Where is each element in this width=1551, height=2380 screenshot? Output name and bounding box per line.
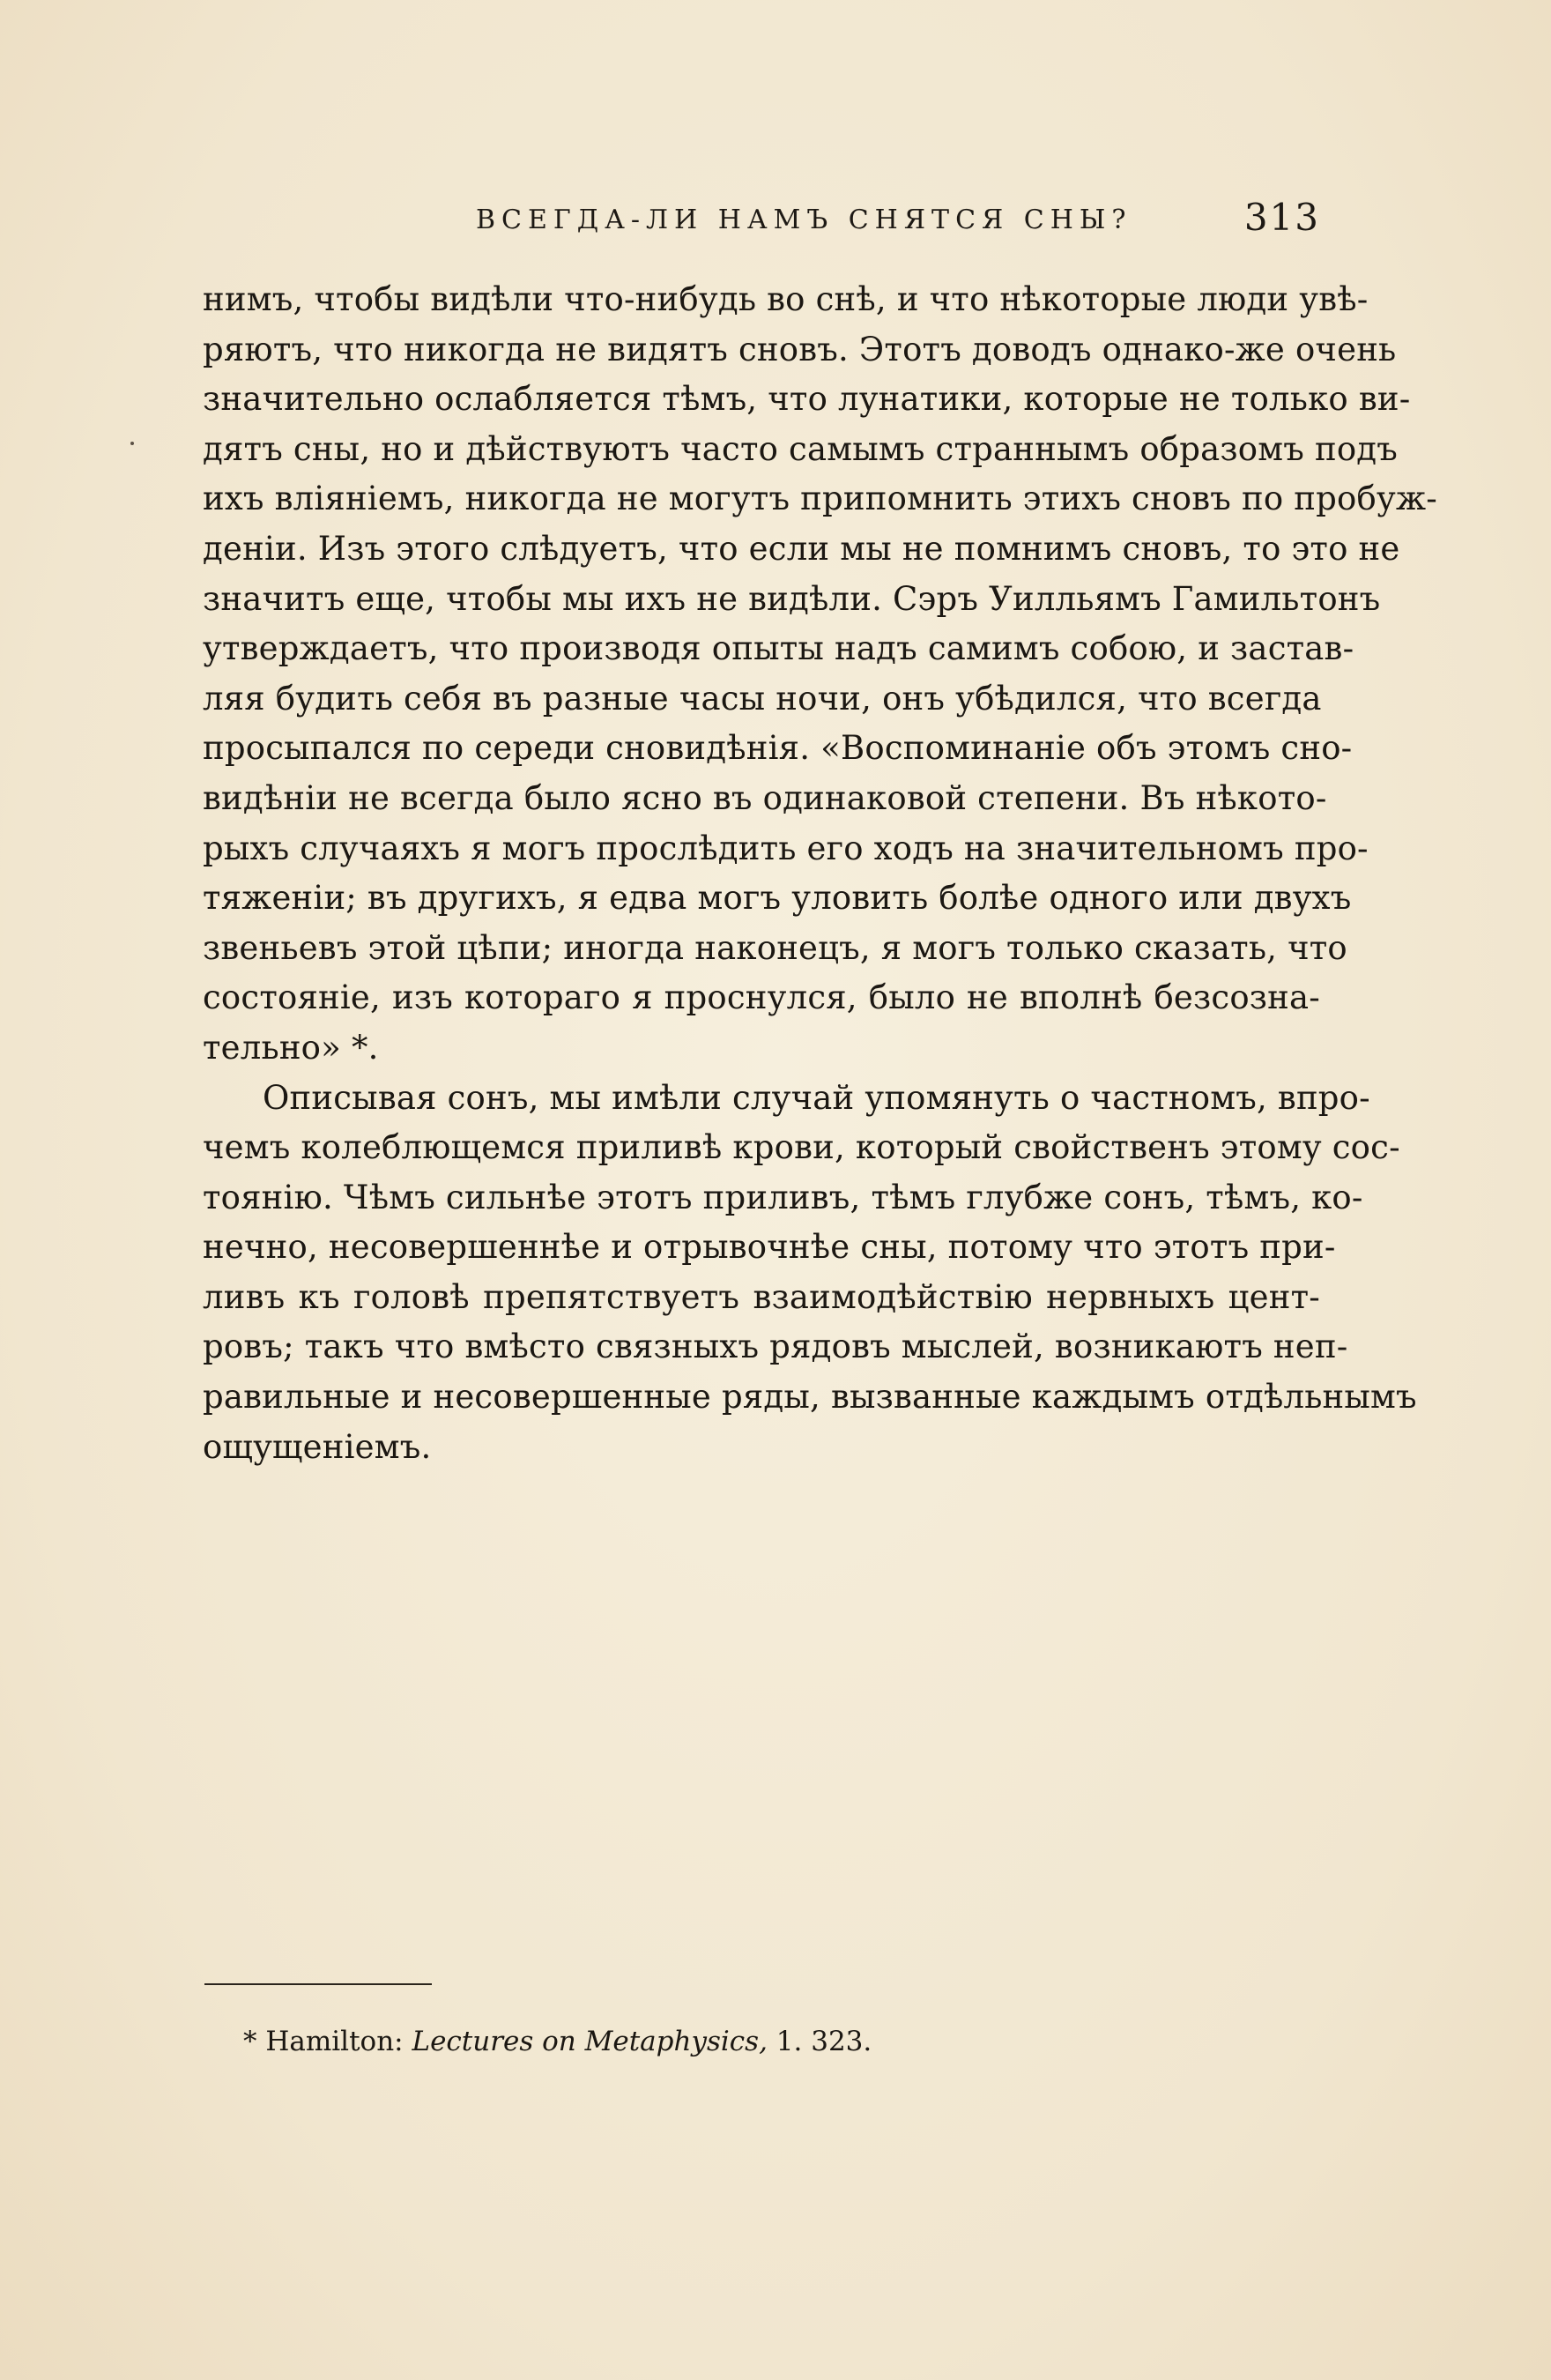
footnote-work-title: Lectures on Metaphysics, xyxy=(412,2026,768,2057)
text-line: видѣніи не всегда было ясно въ одинаковой степени. Въ нѣкото- xyxy=(203,778,1327,817)
footnote-author: Hamilton: xyxy=(265,2026,404,2057)
paragraph-end-line: ощущеніемъ. xyxy=(203,1427,432,1466)
paragraph-end-line: тельно» *. xyxy=(203,1028,379,1067)
text-line: ровъ; такъ что вмѣсто связныхъ рядовъ мыслей, возникаютъ неп- xyxy=(203,1328,1348,1366)
running-title: ВСЕГДА-ЛИ НАМЪ СНЯТСЯ СНЫ? xyxy=(476,205,1132,235)
text-line: значительно ослабляется тѣмъ, что лунатики, которые не только ви- xyxy=(203,380,1411,419)
text-line: звеньевъ этой цѣпи; иногда наконецъ, я могъ только сказать, что xyxy=(203,928,1347,967)
footnote-marker: * xyxy=(243,2026,257,2057)
text-line: утверждаетъ, что производя опыты надъ самимъ собою, и застав- xyxy=(203,629,1354,668)
body-text xyxy=(203,275,1437,1472)
text-line: значитъ еще, чтобы мы ихъ не видѣли. Сэръ Уилльямъ Гамильтонъ xyxy=(203,579,1381,618)
text-line: рыхъ случаяхъ я могъ прослѣдить его ходъ на значительномъ про- xyxy=(203,829,1369,867)
text-line: дятъ сны, но и дѣйствуютъ часто самымъ страннымъ образомъ подъ xyxy=(203,429,1399,468)
footnote-rule xyxy=(204,1983,432,1985)
text-line: ихъ вліяніемъ, никогда не могутъ припомнить этихъ сновъ по пробуж- xyxy=(203,480,1437,518)
page-number: 313 xyxy=(1243,196,1320,239)
footnote-reference: 1. 323. xyxy=(776,2026,872,2057)
text-line: нечно, несовершеннѣе и отрывочнѣе сны, потому что этотъ при- xyxy=(203,1228,1336,1267)
text-line: ливъ къ головѣ препятствуетъ взаимодѣйствію нервныхъ цент- xyxy=(203,1277,1320,1316)
text-line: деніи. Изъ этого слѣдуетъ, что если мы не помнимъ сновъ, то это не xyxy=(203,529,1400,568)
text-line: равильные и несовершенные ряды, вызванные каждымъ отдѣльнымъ xyxy=(203,1378,1417,1417)
text-line: тоянію. Чѣмъ сильнѣе этотъ приливъ, тѣмъ глубже сонъ, тѣмъ, ко- xyxy=(203,1178,1363,1216)
text-line: чемъ колеблющемся приливѣ крови, который свойственъ этому сос- xyxy=(203,1128,1400,1167)
text-line: просыпался по середи сновидѣнія. «Воспоминаніе объ этомъ сно- xyxy=(203,729,1353,768)
footnote xyxy=(243,2024,872,2059)
text-line: нимъ, чтобы видѣли что-нибудь во снѣ, и что нѣкоторые люди увѣ- xyxy=(203,280,1369,318)
text-line: ляя будить себя въ разные часы ночи, онъ убѣдился, что всегда xyxy=(203,679,1322,718)
text-line: состояніе, изъ котораго я проснулся, было не вполнѣ безсозна- xyxy=(203,978,1320,1017)
text-line: тяженіи; въ другихъ, я едва могъ уловить болѣе одного или двухъ xyxy=(203,879,1352,918)
text-line: ряютъ, что никогда не видятъ сновъ. Этотъ доводъ однако-же очень xyxy=(203,330,1397,368)
paragraph-first-line: Описывая сонъ, мы имѣли случай упомянуть о частномъ, впро- xyxy=(263,1078,1370,1117)
running-head xyxy=(203,196,1320,240)
ink-speck xyxy=(130,442,134,445)
